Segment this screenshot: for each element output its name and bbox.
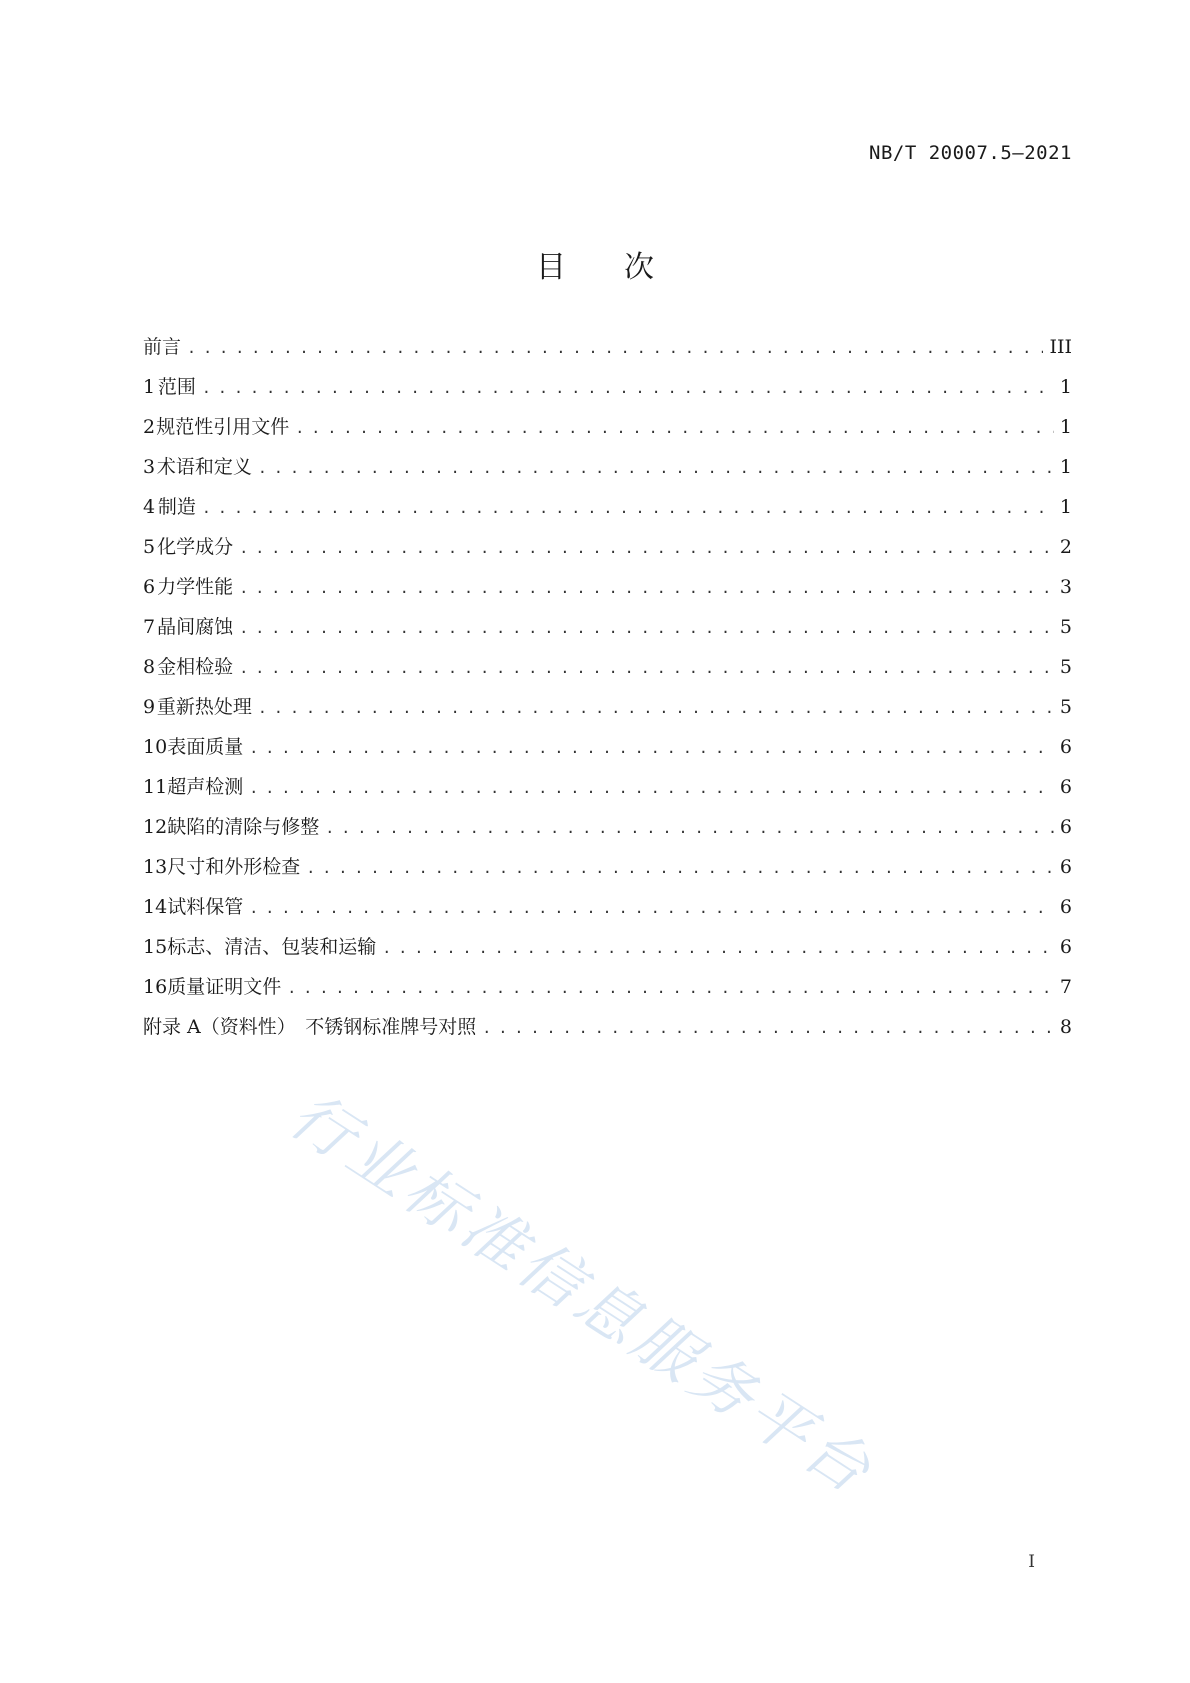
toc-entry-number: 14 <box>143 896 168 918</box>
toc-entry-page: 8 <box>1059 1016 1072 1038</box>
toc-dot-leader <box>382 928 1054 968</box>
toc-entry-label: 缺陷的清除与修整 <box>167 816 320 838</box>
toc-entry-page: 1 <box>1059 376 1072 398</box>
toc-entry-number: 6 <box>143 576 156 598</box>
toc-dot-leader <box>187 328 1043 368</box>
toc-entry-label: 前言 <box>143 336 182 358</box>
toc-entry-number: 8 <box>143 656 156 678</box>
toc-entry-label: 表面质量 <box>167 736 244 758</box>
toc-entry[interactable] <box>143 847 1072 887</box>
standard-code: NB/T 20007.5—2021 <box>869 142 1072 164</box>
toc-entry[interactable] <box>143 407 1072 447</box>
toc-entry-number: 2 <box>143 416 156 438</box>
toc-dot-leader <box>258 448 1054 488</box>
toc-entry[interactable] <box>143 367 1072 407</box>
toc-entry-number: 3 <box>143 456 156 478</box>
toc-entry-label: 规范性引用文件 <box>156 416 290 438</box>
toc-entry[interactable] <box>143 727 1072 767</box>
toc-entry-page: 1 <box>1059 496 1072 518</box>
toc-entry[interactable] <box>143 527 1072 567</box>
toc-dot-leader <box>202 368 1054 408</box>
toc-entry-number: 7 <box>143 616 156 638</box>
toc-entry-label: 金相检验 <box>157 656 234 678</box>
toc-dot-leader <box>249 768 1054 808</box>
toc-entry-number: 5 <box>143 536 156 558</box>
toc-entry-page: 1 <box>1059 416 1072 438</box>
toc-entry-page: 6 <box>1059 856 1072 878</box>
toc-entry-label: 化学成分 <box>157 536 234 558</box>
toc-dot-leader <box>239 568 1054 608</box>
toc-entry[interactable] <box>143 487 1072 527</box>
toc-entry-label: 术语和定义 <box>156 456 252 478</box>
toc-entry-number: 12 <box>143 816 168 838</box>
toc-entry[interactable] <box>143 447 1072 487</box>
toc-entry[interactable] <box>143 687 1072 727</box>
table-of-contents <box>143 327 1072 1047</box>
toc-entry-page: 3 <box>1059 576 1072 598</box>
toc-entry-label: 制造 <box>157 496 196 518</box>
toc-entry-label: 重新热处理 <box>156 696 252 718</box>
toc-entry-label: 试料保管 <box>167 896 244 918</box>
toc-entry-page: III <box>1049 336 1072 358</box>
toc-dot-leader <box>239 528 1054 568</box>
toc-entry-number: 4 <box>143 496 156 518</box>
toc-dot-leader <box>306 848 1054 888</box>
toc-entry[interactable] <box>143 967 1072 1007</box>
toc-entry-number: 15 <box>143 936 168 958</box>
watermark: 行业标准信息服务平台 <box>277 1078 888 1510</box>
toc-entry-number: 13 <box>143 856 168 878</box>
toc-entry-page: 7 <box>1059 976 1072 998</box>
toc-entry-label: 晶间腐蚀 <box>157 616 234 638</box>
toc-entry-number: 16 <box>143 976 168 998</box>
toc-entry-number: 10 <box>143 736 168 758</box>
toc-entry-page: 6 <box>1059 936 1072 958</box>
toc-entry[interactable] <box>143 767 1072 807</box>
toc-entry[interactable] <box>143 1007 1072 1047</box>
toc-entry-page: 6 <box>1059 776 1072 798</box>
toc-entry-page: 1 <box>1059 456 1072 478</box>
toc-entry-page: 2 <box>1059 536 1072 558</box>
toc-dot-leader <box>249 728 1054 768</box>
toc-entry[interactable] <box>143 567 1072 607</box>
toc-entry-number: 1 <box>143 376 156 398</box>
toc-entry[interactable] <box>143 647 1072 687</box>
toc-dot-leader <box>239 608 1054 648</box>
toc-dot-leader <box>258 688 1054 728</box>
toc-entry-page: 6 <box>1059 896 1072 918</box>
toc-entry-page: 6 <box>1059 816 1072 838</box>
toc-entry[interactable] <box>143 887 1072 927</box>
toc-dot-leader <box>202 488 1054 528</box>
toc-entry-label: 尺寸和外形检查 <box>167 856 301 878</box>
toc-entry-label: 质量证明文件 <box>167 976 282 998</box>
toc-entry-page: 5 <box>1059 616 1072 638</box>
toc-entry-page: 6 <box>1059 736 1072 758</box>
toc-dot-leader <box>239 648 1054 688</box>
toc-entry[interactable] <box>143 327 1072 367</box>
toc-entry[interactable] <box>143 927 1072 967</box>
toc-entry-label: 超声检测 <box>167 776 244 798</box>
toc-entry[interactable] <box>143 807 1072 847</box>
toc-dot-leader <box>249 888 1054 928</box>
toc-dot-leader <box>287 968 1054 1008</box>
toc-entry-label: 附录 A（资料性） 不锈钢标准牌号对照 <box>143 1016 477 1038</box>
toc-dot-leader <box>482 1008 1054 1048</box>
toc-entry-label: 标志、清洁、包装和运输 <box>167 936 377 958</box>
toc-dot-leader <box>325 808 1054 848</box>
page-title: 目次 <box>536 250 712 285</box>
toc-entry-label: 范围 <box>157 376 196 398</box>
toc-dot-leader <box>295 408 1054 448</box>
toc-entry[interactable] <box>143 607 1072 647</box>
page-number: I <box>1028 1552 1035 1572</box>
toc-entry-page: 5 <box>1059 696 1072 718</box>
toc-entry-label: 力学性能 <box>157 576 234 598</box>
toc-entry-number: 9 <box>143 696 156 718</box>
toc-entry-number: 11 <box>143 776 168 798</box>
toc-entry-page: 5 <box>1059 656 1072 678</box>
